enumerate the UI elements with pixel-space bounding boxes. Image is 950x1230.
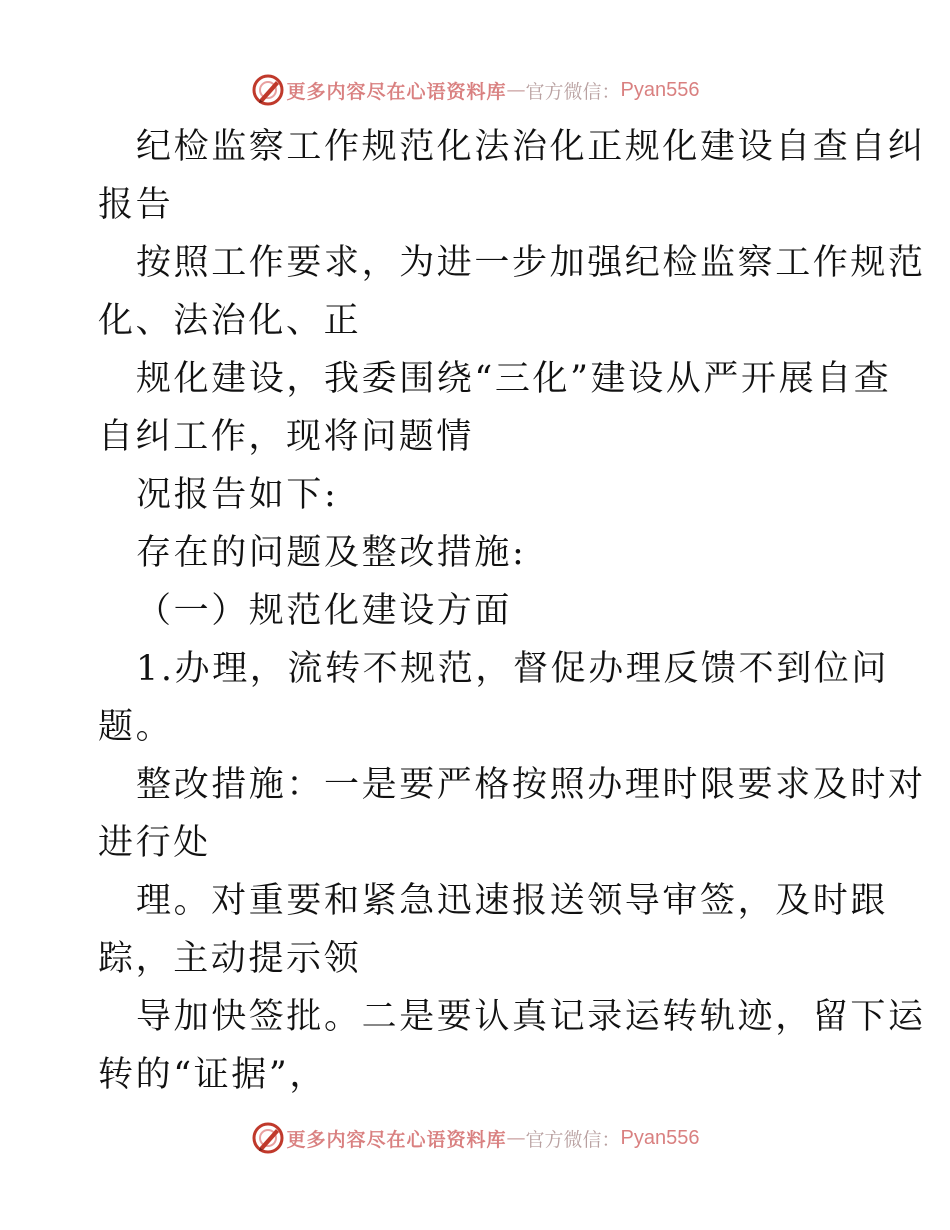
footer-watermark — [0, 1118, 950, 1158]
text-line: 规化建设，我委围绕“三化”建设从严开展自查 — [136, 359, 892, 399]
text-line: 报告 — [98, 185, 174, 225]
watermark-contact-label: 官方微信： — [525, 1128, 621, 1151]
text-line: 况报告如下: — [136, 475, 339, 515]
pen-logo-icon — [251, 73, 285, 107]
text-line: 踪，主动提示领 — [98, 939, 362, 979]
text-line: （一）规范化建设方面 — [136, 591, 513, 631]
pen-logo-icon — [251, 1121, 285, 1155]
document-body — [98, 118, 926, 1104]
watermark-separator: — — [506, 1127, 526, 1149]
text-line: 理。对重要和紧急迅速报送领导审签，及时跟 — [136, 881, 889, 921]
text-line: 1.办理，流转不规范，督促办理反馈不到位问 — [136, 649, 889, 689]
text-line: 导加快签批。二是要认真记录运转轨迹，留下运 — [136, 997, 926, 1037]
text-line: 整改措施：一是要严格按照办理时限要求及时对 — [136, 765, 926, 805]
watermark-wechat-id: Pyan556 — [620, 78, 700, 101]
watermark-contact-label: 官方微信： — [525, 80, 621, 103]
watermark-wechat-id: Pyan556 — [620, 1126, 700, 1149]
header-watermark — [0, 70, 950, 110]
watermark-brand: 更多内容尽在心语资料库 — [286, 1128, 507, 1151]
watermark-separator: — — [506, 79, 526, 101]
text-line: 进行处 — [98, 823, 211, 863]
text-line: 题。 — [98, 707, 174, 747]
watermark-brand: 更多内容尽在心语资料库 — [286, 80, 507, 103]
text-line: 自纠工作，现将问题情 — [98, 417, 475, 457]
text-line: 按照工作要求，为进一步加强纪检监察工作规范 — [136, 243, 926, 283]
text-line: 化、法治化、正 — [98, 301, 362, 341]
text-line: 转的“证据”， — [98, 1055, 327, 1095]
text-line: 纪检监察工作规范化法治化正规化建设自查自纠 — [136, 127, 926, 167]
text-line: 存在的问题及整改措施: — [136, 533, 527, 573]
